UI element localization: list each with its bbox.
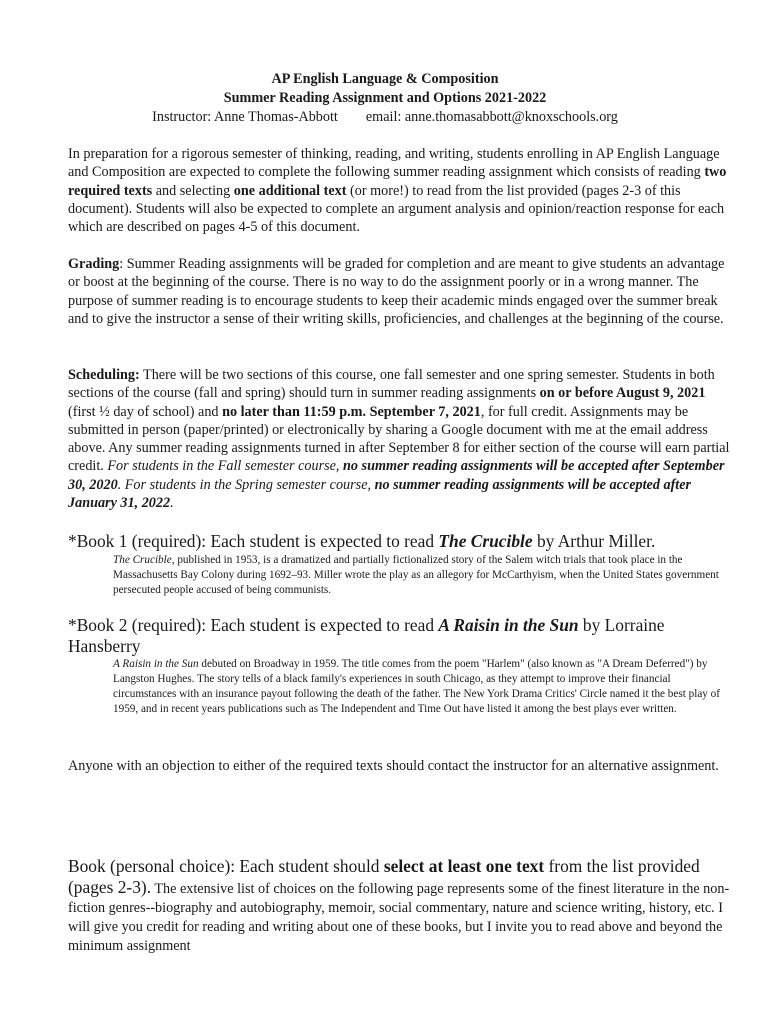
book1-description: The Crucible, published in 1953, is a dramatized and partially fictionalized story of the Salem witch trials that took place in the Massachusetts Bay Colony during 1692–93. Miller wrote the play as an allegory for McCarthyism, when the United States government persecuted people accused of being communists. — [113, 554, 719, 597]
instructor-line — [0, 108, 770, 127]
course-title: AP English Language & Composition — [271, 71, 499, 87]
grading-paragraph: Grading: Summer Reading assignments will be graded for completion and are meant to give students an advantage or boost at the beginning of the course. There is no way to do the assignment poorly or in a wrong manner. The purpose of summer reading is to encourage students to keep their academic minds engaged over the summer break and to give the instructor a sense of their writing skills, proficiencies, and challenges at the beginning of the course. — [68, 256, 725, 327]
book2-heading: *Book 2 (required): Each student is expected to read A Raisin in the Sun by Lorraine Hansberry — [68, 615, 665, 656]
instructor-name: Instructor: Anne Thomas-Abbott — [152, 109, 338, 125]
document-header — [0, 70, 770, 127]
intro-paragraph: In preparation for a rigorous semester of thinking, reading, and writing, students enrolling in AP English Language and Composition are expected to complete the following summer reading assignment which consists of reading two required texts and selecting one additional text (or more!) to read from the list provided (pages 2-3 of this document). Students will also be expected to complete an argument analysis and opinion/reaction response for each which are described on pages 4-5 of this document. — [68, 146, 727, 236]
objection-paragraph: Anyone with an objection to either of the required texts should contact the instructor for an alternative assignment. — [68, 758, 719, 774]
assignment-title: Summer Reading Assignment and Options 2021-2022 — [223, 90, 547, 106]
book1-heading: *Book 1 (required): Each student is expected to read The Crucible by Arthur Miller. — [68, 531, 656, 551]
grading-label: Grading — [68, 256, 120, 272]
book2-title: A Raisin in the Sun — [438, 615, 579, 635]
scheduling-label: Scheduling: — [68, 367, 140, 383]
book2-description: A Raisin in the Sun debuted on Broadway in 1959. The title comes from the poem "Harlem" (also known as "A Dream Deferred") by Langston Hughes. The story tells of a black family's experiences in south Chicago, as they attempt to improve their financial circumstances with an insurance payout following the death of the father. The New York Drama Critics' Circle named it the best play of 1959, and in recent years publications such as The Independent and Time Out have listed it among the best plays ever written. — [113, 658, 721, 716]
book1-title: The Crucible — [438, 531, 533, 551]
instructor-email: email: anne.thomasabbott@knoxschools.org — [365, 109, 618, 125]
scheduling-paragraph: Scheduling: There will be two sections of this course, one fall semester and one spring semester. Students in both sections of the course (fall and spring) should turn in summer reading assignments on or before August 9, 2021 (first ½ day of school) and no later than 11:59 p.m. September 7, 2021, for full credit. Assignments may be submitted in person (paper/printed) or electronically by sharing a Google document with me at the email address above. Any summer reading assignments turned in after September 8 for either section of the course will earn partial credit. For students in the Fall semester course, no summer reading assignments will be accepted after September 30, 2020. For students in the Spring semester course, no summer reading assignments will be accepted after January 31, 2022. — [68, 367, 730, 512]
book3-paragraph: Book (personal choice): Each student should select at least one text from the list provided (pages 2-3). The extensive list of choices on the following page represents some of the finest literature in the non-fiction genres--biography and autobiography, memoir, social commentary, nature and science writing, history, etc. I will give you credit for reading and writing about one of these books, but I invite you to read above and beyond the minimum assignment — [68, 856, 730, 954]
